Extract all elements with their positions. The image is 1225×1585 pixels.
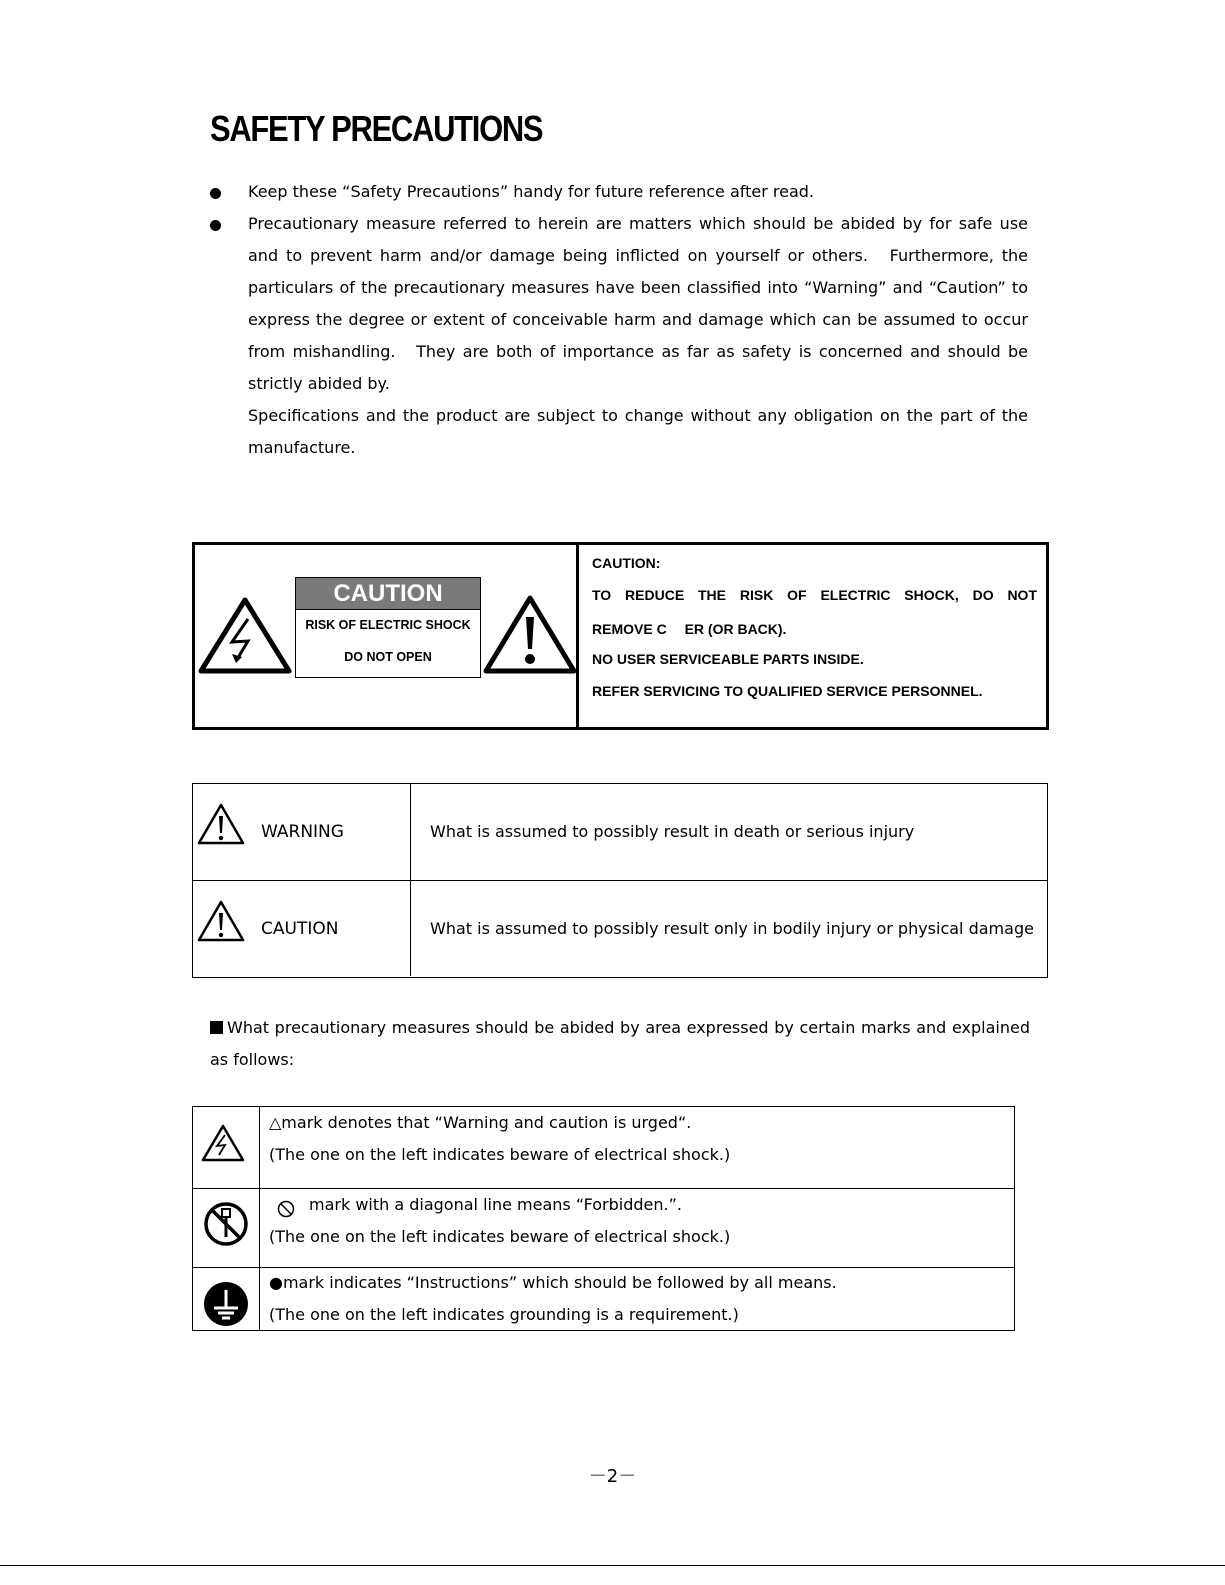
hazard-level-label: WARNING [261, 822, 344, 842]
mark-icon-cell [193, 1189, 260, 1267]
bullet-text: Precautionary measure referred to herein are matters which should be abided by for safe use and to prevent harm and/or damage being inflicted on yourself or others. Furthermore, the particulars of the precautionary measures have been classified into “Warning” and “Caution” to express the degree or extent of conceivable harm and damage which can be assumed to occur from mishandling. They are both of importance as far as safety is concerned and should be strictly abided by. [248, 214, 1028, 393]
caution-text-line: REFER SERVICING TO QUALIFIED SERVICE PERSONNEL. [592, 683, 983, 699]
caution-text [579, 545, 1046, 727]
caution-label-line2: DO NOT OPEN [344, 650, 432, 664]
exclamation-triangle-icon [483, 595, 577, 675]
warning-triangle-icon [196, 802, 246, 846]
grounding-icon [203, 1281, 249, 1327]
mark-icon-cell [193, 1107, 260, 1188]
bullet-text: Keep these “Safety Precautions” handy for future reference after read. [248, 182, 815, 201]
table-row [193, 1107, 1014, 1188]
table-row [193, 1188, 1014, 1267]
marks-table [192, 1106, 1015, 1331]
bullet-dot-icon [210, 188, 221, 199]
caution-box [192, 542, 1049, 730]
caution-text-line: REMOVE C ER (OR BACK). [592, 621, 787, 637]
caution-label-line1: RISK OF ELECTRIC SHOCK [305, 618, 471, 632]
table-row [193, 1267, 1014, 1330]
mark-note: (The one on the left indicates grounding is a requirement.) [269, 1305, 739, 1324]
page-title: SAFETY PRECAUTIONS [210, 108, 543, 149]
hazard-level-table [192, 783, 1048, 978]
caution-text-line: NO USER SERVICEABLE PARTS INSIDE. [592, 651, 864, 667]
electric-shock-triangle-icon [198, 597, 292, 675]
hazard-level-desc: What is assumed to possibly result in death or serious injury [430, 822, 915, 841]
square-bullet-icon [210, 1021, 223, 1034]
caution-label-head: CAUTION [296, 578, 480, 610]
table-row [193, 880, 1047, 976]
do-not-disassemble-icon [203, 1201, 249, 1247]
hazard-level-cell [193, 881, 411, 976]
marks-intro-text: What precautionary measures should be abided by area expressed by certain marks and explained as follows: [210, 1018, 1030, 1069]
page-number: －2－ [588, 1466, 637, 1487]
marks-intro [210, 1012, 1030, 1076]
caution-symbols [195, 545, 579, 727]
table-row [193, 784, 1047, 880]
mark-note: (The one on the left indicates beware of electrical shock.) [269, 1227, 731, 1246]
caution-triangle-icon [196, 899, 246, 943]
spec-note-text: Specifications and the product are subject to change without any obligation on the part of the manufacture. [248, 406, 1028, 457]
bullet-dot-icon [210, 220, 221, 231]
hazard-level-cell [193, 784, 411, 880]
mark-desc: △mark denotes that “Warning and caution is urged“. [269, 1113, 692, 1132]
electric-shock-triangle-icon [200, 1123, 246, 1163]
hazard-level-desc: What is assumed to possibly result only in bodily injury or physical damage [430, 919, 1034, 938]
mark-icon-cell [193, 1268, 260, 1330]
hazard-level-label: CAUTION [261, 919, 339, 939]
prohibition-icon [277, 1200, 295, 1218]
mark-note: (The one on the left indicates beware of electrical shock.) [269, 1145, 731, 1164]
bottom-divider [0, 1565, 1225, 1566]
caution-text-line: CAUTION: [592, 555, 661, 571]
mark-desc: ●mark indicates “Instructions” which should be followed by all means. [269, 1273, 837, 1292]
caution-label [295, 577, 481, 678]
caution-text-line: TO REDUCE THE RISK OF ELECTRIC SHOCK, DO NOT [592, 587, 1037, 603]
mark-desc: mark with a diagonal line means “Forbidden.”. [309, 1195, 682, 1214]
